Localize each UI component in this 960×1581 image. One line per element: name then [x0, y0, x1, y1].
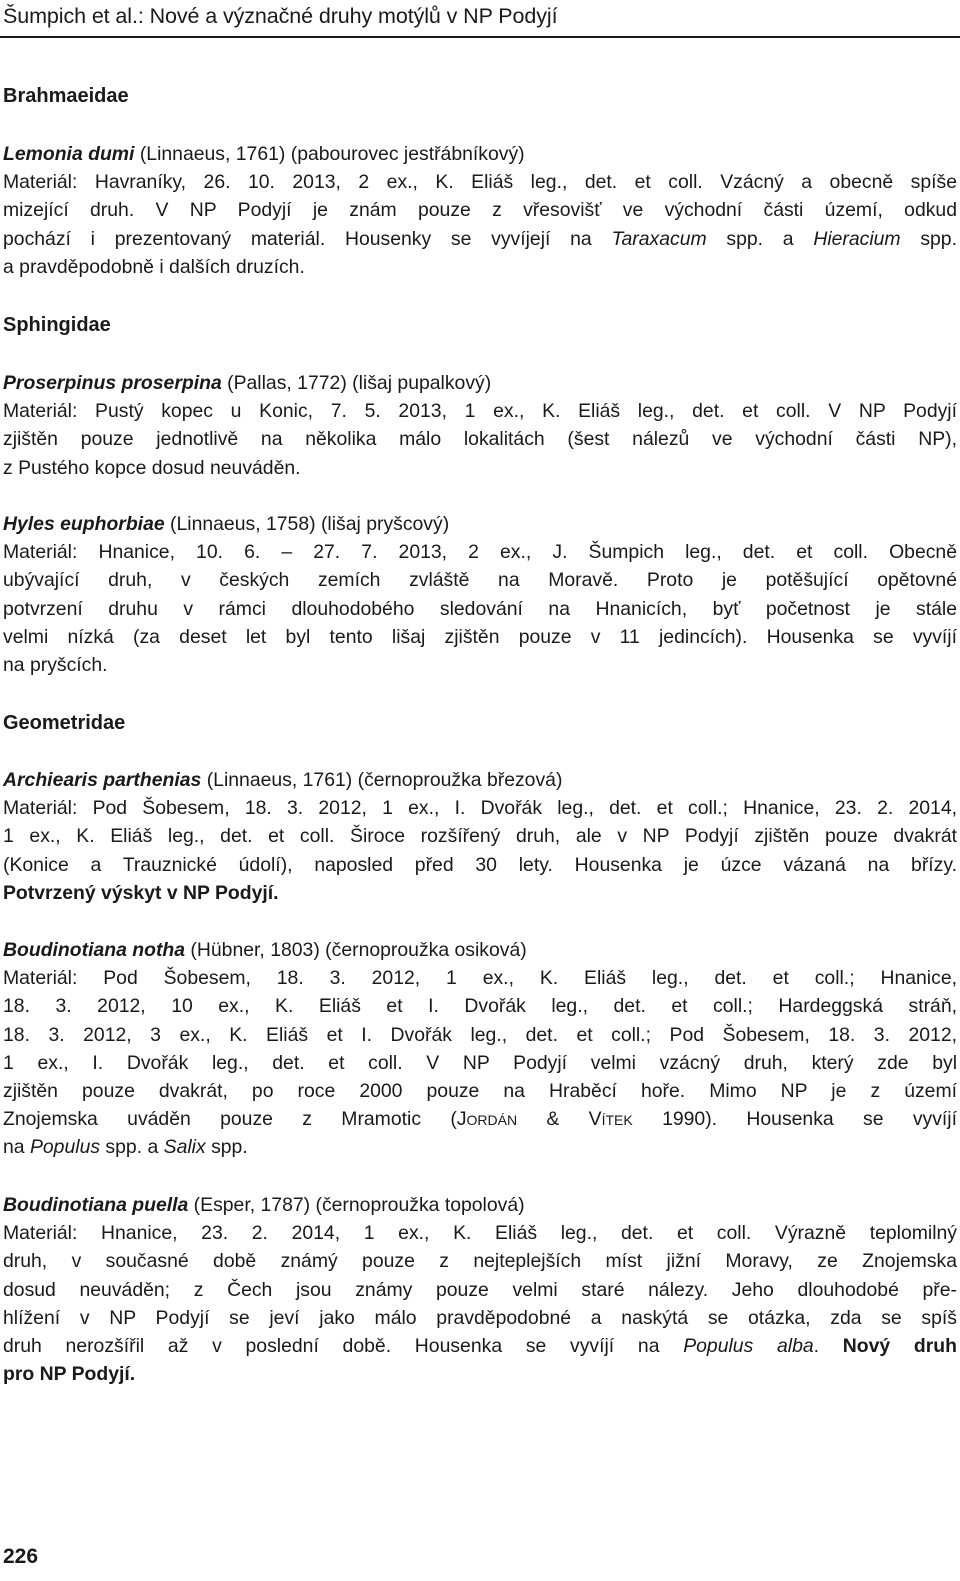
text-line: Materiál: Pod Šobesem, 18. 3. 2012, 1 ex., I. Dvořák leg., det. et coll.; Hnanice, 23. 2. 2014,	[3, 797, 957, 820]
text-line: (Konice a Trauznické údolí), naposled před 30 lety. Housenka je úzce vázaná na břízy.	[3, 853, 957, 876]
entry-proserpinus	[3, 369, 957, 482]
text-line: dosud neuváděn; z Čech jsou známy pouze velmi staré nálezy. Jeho dlouhodobé pře-	[3, 1278, 957, 1301]
text-line: 18. 3. 2012, 10 ex., K. Eliáš et I. Dvořák leg., det. et coll.; Hardeggská stráň,	[3, 995, 957, 1018]
family-heading-geometridae: Geometridae	[3, 712, 126, 734]
text-line: druh, v současné době známý pouze z nejteplejších míst jižní Moravy, ze Znojemska	[3, 1250, 957, 1273]
text-run: spp. a	[706, 227, 814, 250]
author-smallcaps: Jordán	[456, 1108, 518, 1131]
entry-boudinotiana-notha	[3, 936, 957, 1162]
text-run: spp.	[900, 227, 957, 250]
species-line	[3, 140, 957, 168]
text-run: .	[813, 1334, 843, 1357]
species-author: (Linnaeus, 1761) (černoproužka březová)	[201, 769, 563, 791]
text-line: 1 ex., K. Eliáš leg., det. et coll. Široce rozšířený druh, ale v NP Podyjí zjištěn pouze dvakrát	[3, 825, 957, 848]
text-line	[3, 1105, 957, 1133]
text-line	[3, 225, 957, 253]
text-line: Materiál: Hnanice, 10. 6. – 27. 7. 2013, 2 ex., J. Šumpich leg., det. et coll. Obecně	[3, 541, 957, 564]
text-line	[3, 1332, 957, 1360]
text-line	[3, 1133, 957, 1161]
text-line: hlížení v NP Podyjí se jeví jako málo pravděpodobné a naskýtá se otázka, zda se spíš	[3, 1306, 957, 1329]
text-line: 1 ex., I. Dvořák leg., det. et coll. V NP Podyjí velmi vzácný druh, který zde byl	[3, 1051, 957, 1074]
taxon-italic: Salix	[163, 1136, 206, 1159]
species-name: Boudinotiana notha	[3, 939, 186, 961]
text-line-bold: pro NP Podyjí.	[3, 1363, 136, 1386]
text-run: &	[517, 1108, 589, 1131]
species-author: (Esper, 1787) (černoproužka topolová)	[188, 1194, 525, 1216]
entry-boudinotiana-puella	[3, 1191, 957, 1388]
text-line: Materiál: Pod Šobesem, 18. 3. 2012, 1 ex., K. Eliáš leg., det. et coll.; Hnanice,	[3, 967, 957, 990]
entry-hyles	[3, 510, 957, 679]
entry-lemonia-dumi	[3, 140, 957, 281]
family-heading-sphingidae: Sphingidae	[3, 314, 111, 336]
taxon-italic: Hieracium	[813, 227, 901, 250]
species-name: Lemonia dumi	[3, 143, 135, 165]
page-number: 226	[3, 1545, 39, 1568]
species-author: (Pallas, 1772) (lišaj pupalkový)	[221, 372, 492, 394]
text-run: na	[3, 1136, 30, 1159]
taxon-italic: Populus	[29, 1136, 101, 1159]
text-line: zjištěn pouze dvakrát, po roce 2000 pouze na Hraběcí hoře. Mimo NP je z území	[3, 1079, 957, 1102]
species-line	[3, 369, 957, 397]
taxon-italic: Taraxacum	[611, 227, 707, 250]
text-line: na pryšcích.	[3, 653, 108, 676]
entry-archiearis	[3, 766, 957, 907]
species-line	[3, 766, 957, 794]
new-species-bold: Nový druh	[842, 1334, 957, 1357]
text-line: 18. 3. 2012, 3 ex., K. Eliáš et I. Dvořák leg., det. et coll.; Pod Šobesem, 18. 3. 2012,	[3, 1023, 957, 1046]
species-line	[3, 510, 957, 538]
species-name: Proserpinus proserpina	[3, 372, 222, 394]
text-run: spp. a	[100, 1136, 164, 1159]
taxon-italic: Populus alba	[683, 1334, 814, 1357]
text-line: ubývající druh, v českých zemích zvláště na Moravě. Proto je potěšující opětovné	[3, 569, 957, 592]
text-line-bold: Potvrzený výskyt v NP Podyjí.	[3, 881, 279, 904]
text-line: Materiál: Havraníky, 26. 10. 2013, 2 ex., K. Eliáš leg., det. et coll. Vzácný a obecně spíše	[3, 171, 957, 194]
species-name: Hyles euphorbiae	[3, 513, 165, 535]
species-author: (Linnaeus, 1758) (lišaj pryšcový)	[164, 513, 450, 535]
text-line: mizející druh. V NP Podyjí je znám pouze z vřesovišť ve východní části území, odkud	[3, 199, 957, 222]
text-line: a pravděpodobně i dalších druzích.	[3, 255, 305, 278]
species-author: (Linnaeus, 1761) (pabourovec jestřábníkový)	[134, 143, 525, 165]
header-rule	[0, 36, 960, 38]
text-line: z Pustého kopce dosud neuváděn.	[3, 456, 301, 479]
text-run: druh nerozšířil až v poslední době. Housenka se vyvíjí na	[3, 1334, 684, 1357]
species-line	[3, 936, 957, 964]
running-header: Šumpich et al.: Nové a význačné druhy motýlů v NP Podyjí	[3, 4, 558, 28]
species-name: Boudinotiana puella	[3, 1194, 189, 1216]
species-line	[3, 1191, 957, 1219]
author-smallcaps: Vítek	[588, 1108, 633, 1131]
text-line: potvrzení druhu v rámci dlouhodobého sledování na Hnanicích, byť početnost je stále	[3, 597, 957, 620]
text-line: zjištěn pouze jednotlivě na několika málo lokalitách (šest nálezů ve východní části NP),	[3, 428, 957, 451]
species-name: Archiearis parthenias	[3, 769, 202, 791]
text-run: 1990). Housenka se vyvíjí	[632, 1108, 957, 1131]
text-line: Materiál: Hnanice, 23. 2. 2014, 1 ex., K. Eliáš leg., det. et coll. Výrazně teplomilný	[3, 1222, 957, 1245]
family-heading-brahmaeidae: Brahmaeidae	[3, 85, 129, 107]
text-line: velmi nízká (za deset let byl tento lišaj zjištěn pouze v 11 jedincích). Housenka se vyvíjí	[3, 625, 957, 648]
text-run: pochází i prezentovaný materiál. Housenky se vyvíjejí na	[3, 227, 612, 250]
species-author: (Hübner, 1803) (černoproužka osiková)	[185, 939, 527, 961]
text-line: Materiál: Pustý kopec u Konic, 7. 5. 2013, 1 ex., K. Eliáš leg., det. et coll. V NP Podyjí	[3, 400, 957, 423]
text-run: Znojemska uváděn pouze z Mramotic (	[3, 1108, 457, 1131]
text-run: spp.	[205, 1136, 248, 1159]
